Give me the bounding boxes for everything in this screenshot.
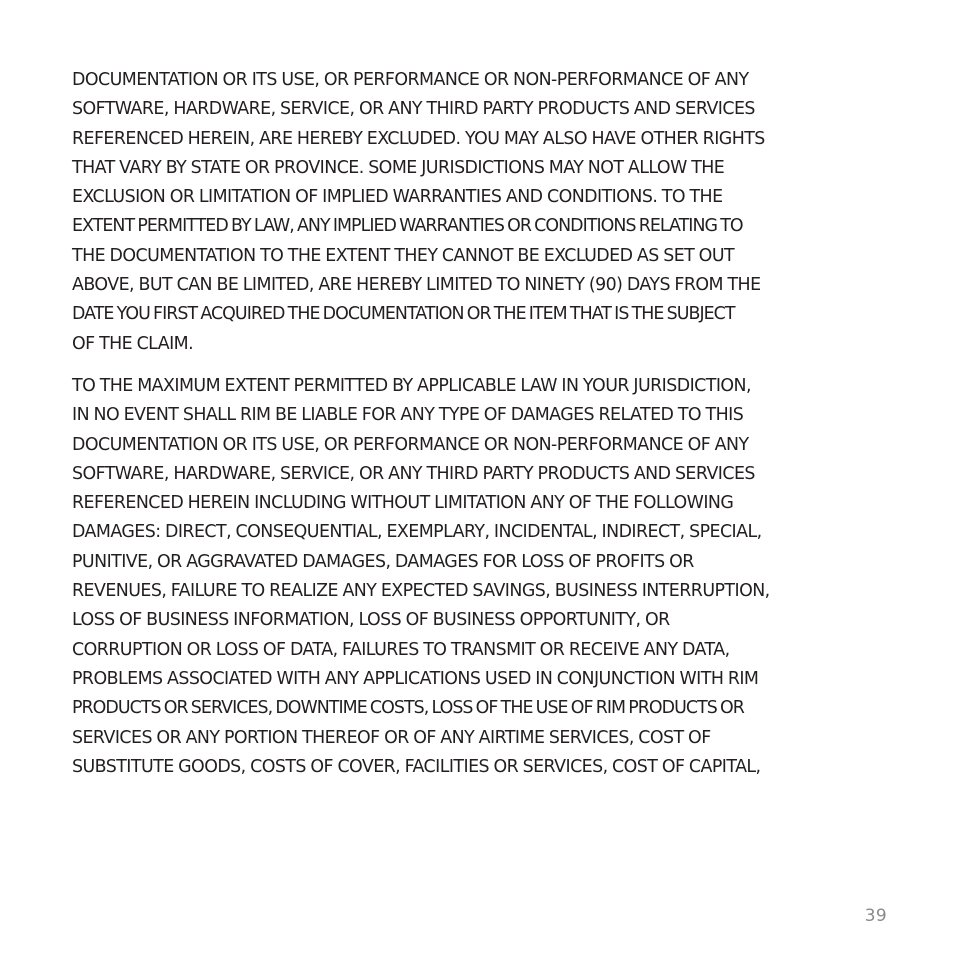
text-line: PRODUCTS OR SERVICES, DOWNTIME COSTS, LOSS OF THE USE OF RIM PRODUCTS OR [72,698,744,719]
text-line: DOCUMENTATION OR ITS USE, OR PERFORMANCE OR NON-PERFORMANCE OF ANY [72,70,749,90]
text-line: REFERENCED HEREIN, ARE HEREBY EXCLUDED. YOU MAY ALSO HAVE OTHER RIGHTS [72,128,765,149]
text-line: DAMAGES: DIRECT, CONSEQUENTIAL, EXEMPLARY, INCIDENTAL, INDIRECT, SPECIAL, [72,522,762,543]
text-line: DATE YOU FIRST ACQUIRED THE DOCUMENTATION OR THE ITEM THAT IS THE SUBJECT [72,304,735,325]
text-line: PUNITIVE, OR AGGRAVATED DAMAGES, DAMAGES FOR LOSS OF PROFITS OR [72,551,694,572]
text-line: EXCLUSION OR LIMITATION OF IMPLIED WARRANTIES AND CONDITIONS. TO THE [72,187,723,208]
text-line: TO THE MAXIMUM EXTENT PERMITTED BY APPLICABLE LAW IN YOUR JURISDICTION, [72,375,751,396]
text-line: THAT VARY BY STATE OR PROVINCE. SOME JURISDICTIONS MAY NOT ALLOW THE [72,157,725,178]
warranty-exclusion-paragraph [72,66,892,359]
text-line: DOCUMENTATION OR ITS USE, OR PERFORMANCE OR NON-PERFORMANCE OF ANY [72,434,749,455]
text-line: EXTENT PERMITTED BY LAW, ANY IMPLIED WARRANTIES OR CONDITIONS RELATING TO [72,216,743,237]
text-line: OF THE CLAIM. [72,333,194,354]
text-line: THE DOCUMENTATION TO THE EXTENT THEY CANNOT BE EXCLUDED AS SET OUT [72,245,735,266]
text-line: SOFTWARE, HARDWARE, SERVICE, OR ANY THIRD PARTY PRODUCTS AND SERVICES [72,463,755,484]
text-line: SERVICES OR ANY PORTION THEREOF OR OF ANY AIRTIME SERVICES, COST OF [72,727,711,748]
text-line: REVENUES, FAILURE TO REALIZE ANY EXPECTED SAVINGS, BUSINESS INTERRUPTION, [72,581,770,602]
text-line: SOFTWARE, HARDWARE, SERVICE, OR ANY THIRD PARTY PRODUCTS AND SERVICES [72,99,755,120]
text-line: ABOVE, BUT CAN BE LIMITED, ARE HEREBY LIMITED TO NINETY (90) DAYS FROM THE [72,275,761,296]
text-line: SUBSTITUTE GOODS, COSTS OF COVER, FACILITIES OR SERVICES, COST OF CAPITAL, [72,756,761,777]
page-number: 39 [864,906,887,926]
text-line: CORRUPTION OR LOSS OF DATA, FAILURES TO TRANSMIT OR RECEIVE ANY DATA, [72,639,730,660]
legal-text-body [72,66,892,782]
text-line: REFERENCED HEREIN INCLUDING WITHOUT LIMITATION ANY OF THE FOLLOWING [72,493,734,514]
text-line: LOSS OF BUSINESS INFORMATION, LOSS OF BUSINESS OPPORTUNITY, OR [72,610,670,631]
text-line: PROBLEMS ASSOCIATED WITH ANY APPLICATIONS USED IN CONJUNCTION WITH RIM [72,668,759,689]
text-line: IN NO EVENT SHALL RIM BE LIABLE FOR ANY TYPE OF DAMAGES RELATED TO THIS [72,405,744,426]
limitation-of-liability-paragraph [72,372,892,782]
